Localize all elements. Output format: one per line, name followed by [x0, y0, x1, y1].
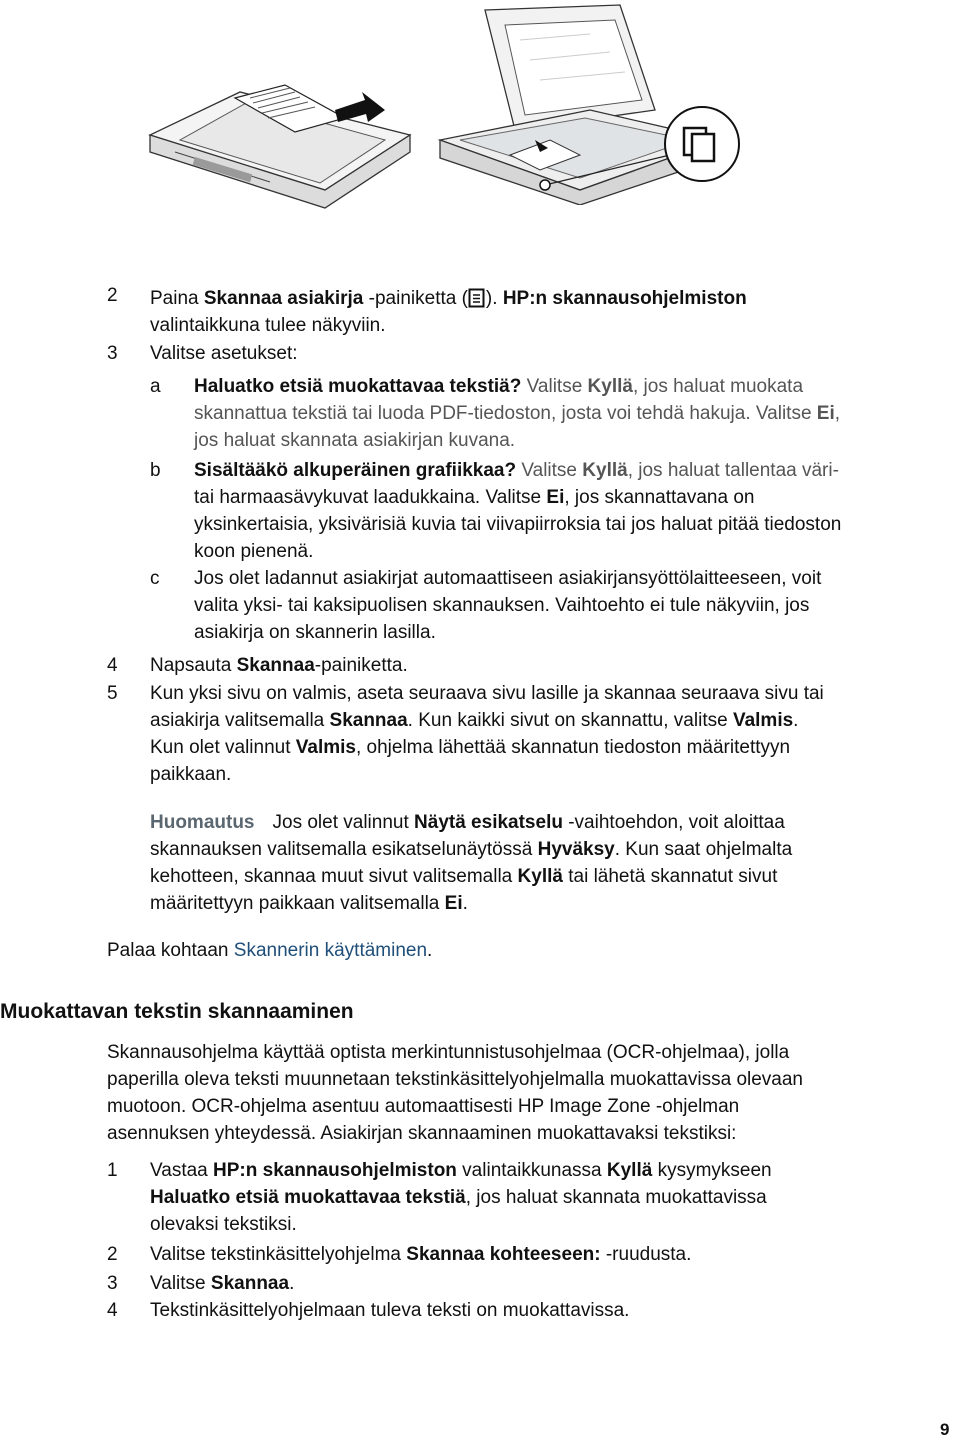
section-step-1-text: Vastaa HP:n skannausohjelmiston valintaikkunassa Kyllä kysymykseen Haluatko etsiä muokattavaa tekstiä, jos haluat skannata muokattavissa olevaksi tekstiksi. [150, 1160, 772, 1235]
section-step-3-text: Valitse Skannaa. [150, 1273, 295, 1294]
document-scan-icon [468, 288, 486, 308]
link-skannerin-kayttaminen[interactable]: Skannerin käyttäminen [233, 940, 428, 961]
note-label: Huomautus [150, 812, 255, 833]
section-step-2-text: Valitse tekstinkäsittelyohjelma Skannaa kohteeseen: -ruudusta. [150, 1244, 692, 1265]
step-number: 3 [107, 1273, 118, 1294]
step-3-text: Valitse asetukset: [150, 343, 298, 364]
scanner-adf-illustration [140, 40, 420, 210]
sub-letter: b [150, 460, 161, 481]
step-number: 4 [107, 655, 118, 676]
sub-letter: c [150, 568, 160, 589]
step-4-text: Napsauta Skannaa-painiketta. [150, 655, 408, 676]
back-reference: Palaa kohtaan Skannerin käyttäminen. [107, 940, 433, 961]
step-number: 4 [107, 1300, 118, 1321]
sub-a-text: Haluatko etsiä muokattavaa tekstiä? Valitse Kyllä, jos haluat muokata skannattua tekstiä tai luoda PDF-tiedoston, josta voi tehdä hakuja. Valitse Ei, jos haluat skannata asiakirjan kuvana. [194, 376, 841, 451]
step-number: 5 [107, 683, 118, 704]
sub-b-text: Sisältääkö alkuperäinen grafiikkaa? Valitse Kyllä, jos haluat tallentaa väri- tai harmaasävykuvat laadukkaina. Valitse Ei, jos skannattavana on yksinkertaisia, yksivärisiä kuvia tai viivapiirroksia tai jos haluat pitää tiedoston koon pienenä. [194, 460, 842, 562]
page-number: 9 [940, 1420, 950, 1439]
note: Huomautus Jos olet valinnut Näytä esikatselu -vaihtoehdon, voit aloittaa skannauksen valitsemalla esikatselunäytössä Hyväksy. Kun saat ohjelmalta kehotteen, skannaa muut sivut valitsemalla Kyllä tai lähetä skannatut sivut määritettyyn paikkaan valitsemalla Ei. [150, 812, 793, 914]
sub-letter: a [150, 376, 161, 397]
step-number: 2 [107, 285, 118, 306]
step-5-text: Kun yksi sivu on valmis, aseta seuraava sivu lasille ja skannaa seuraava sivu tai asiakirja valitsemalla Skannaa. Kun kaikki sivut on skannattu, valitse Valmis. Kun olet valinnut Valmis, ohjelma lähettää skannatun tiedoston määritettyyn paikkaan. [150, 683, 824, 785]
sub-c-text: Jos olet ladannut asiakirjat automaattiseen asiakirjansyöttölaitteeseen, voit valita yksi- tai kaksipuolisen skannauksen. Vaihtoehto ei tule näkyviin, jos asiakirja on skannerin lasilla. [194, 568, 822, 643]
section-intro: Skannausohjelma käyttää optista merkintunnistusohjelmaa (OCR-ohjelmaa), jolla paperilla oleva teksti muunnetaan tekstinkäsittelyohjelmalla muokattavissa olevaan muotoon. OCR-ohjelma asentuu automaattisesti HP Image Zone -ohjelman asennuksen yhteydessä. Asiakirjan skannaaminen muokattavaksi tekstiksi: [107, 1042, 803, 1144]
step-2-text: Paina Skannaa asiakirja -painiketta ( ). HP:n skannausohjelmiston valintaikkuna tulee näkyviin. [150, 288, 747, 336]
section-heading: Muokattavan tekstin skannaaminen [0, 1000, 354, 1023]
step-number: 1 [107, 1160, 118, 1181]
document-button-callout-icon [662, 104, 742, 184]
step-number: 2 [107, 1244, 118, 1265]
step-number: 3 [107, 343, 118, 364]
section-step-4-text: Tekstinkäsittelyohjelmaan tuleva teksti on muokattavissa. [150, 1300, 630, 1321]
